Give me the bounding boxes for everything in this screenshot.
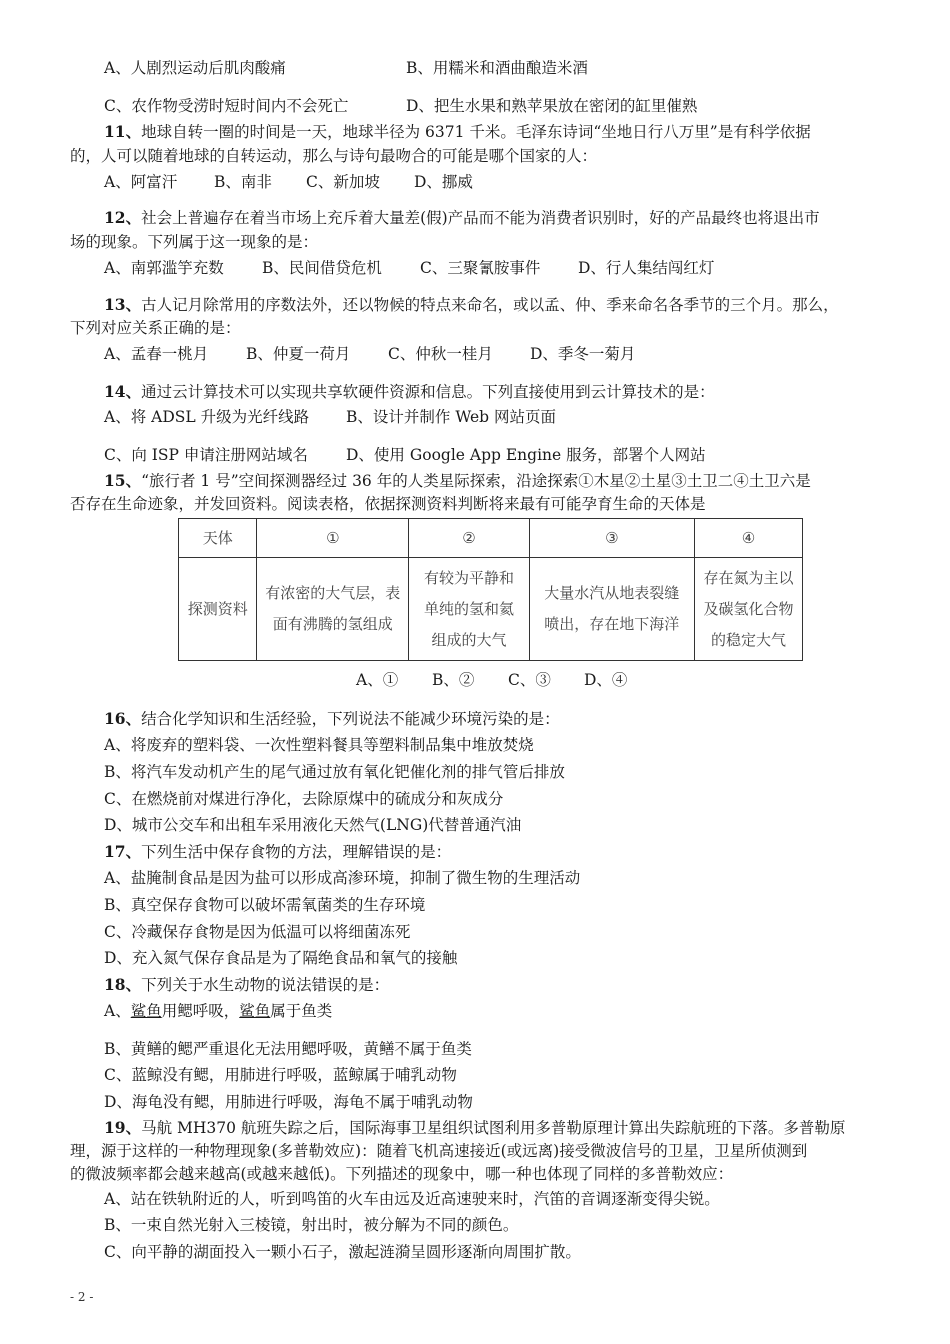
q17-number: 17、 <box>104 842 142 861</box>
table-header-row <box>179 519 803 558</box>
q17-option-d: D、充入氮气保存食品是为了隔绝食品和氧气的接触 <box>104 949 458 967</box>
table-header-cell: ③ <box>529 519 694 558</box>
q18-option-a-underline1: 鲨鱼 <box>130 1002 162 1020</box>
q11-stem-text1: 地球自转一圈的时间是一天，地球半径为 6371 千米。毛泽东诗词“坐地日行八万里”是有科学依据 <box>141 123 811 141</box>
q12-option-c: C、三聚氰胺事件 <box>420 259 541 277</box>
q16-number: 16、 <box>104 709 142 728</box>
q12-option-a: A、南郭滥竽充数 <box>104 259 224 277</box>
q11-options <box>104 172 473 192</box>
q15-stem-line1 <box>104 471 811 491</box>
table-header-cell: 天体 <box>179 519 257 558</box>
q14-option-d: D、使用 Google App Engine 服务，部署个人网站 <box>346 446 706 464</box>
q14-stem <box>104 382 715 402</box>
table-row-label: 探测资料 <box>179 558 257 661</box>
q16-stem-text: 结合化学知识和生活经验，下列说法不能减少环境污染的是： <box>141 710 560 728</box>
q15-options <box>356 670 627 690</box>
q13-option-c: C、仲秋一桂月 <box>388 345 493 363</box>
q11-option-d: D、挪威 <box>414 173 473 191</box>
q17-stem <box>104 842 451 862</box>
q18-option-b: B、黄鳝的鳃严重退化无法用鳃呼吸，黄鳝不属于鱼类 <box>104 1040 472 1058</box>
q12-stem-line1 <box>104 208 820 228</box>
q19-stem-text1: 马航 MH370 航班失踪之后，国际海事卫星组织试图利用多普勒原理计算出失踪航班的下落。多普勒原 <box>141 1119 846 1137</box>
table-row <box>179 558 803 661</box>
q12-options <box>104 258 714 278</box>
q13-number: 13、 <box>104 295 142 314</box>
q10-option-d: D、把生水果和熟苹果放在密闭的缸里催熟 <box>406 97 698 115</box>
q16-stem <box>104 709 560 729</box>
q15-option-d: D、④ <box>584 671 628 689</box>
q13-options <box>104 344 635 364</box>
table-cell-line: 的稳定大气 <box>710 630 786 649</box>
q14-option-b: B、设计并制作 Web 网站页面 <box>346 408 557 426</box>
q11-option-b: B、南非 <box>214 173 272 191</box>
table-cell-line: 单纯的氢和氦 <box>423 599 514 618</box>
q15-option-b: B、② <box>432 671 475 689</box>
q10-option-c: C、农作物受涝时短时间内不会死亡 <box>104 97 349 115</box>
page-number: - 2 - <box>70 1290 94 1304</box>
q19-option-b: B、一束自然光射入三棱镜，射出时，被分解为不同的颜色。 <box>104 1216 519 1234</box>
q13-stem-text1: 古人记月除常用的序数法外，还以物候的特点来命名，或以孟、仲、季来命名各季节的三个月。那么， <box>141 296 839 314</box>
table-cell-line: 大量水汽从地表裂缝 <box>544 584 680 602</box>
q13-stem-line1 <box>104 295 839 315</box>
q17-option-a: A、盐腌制食品是因为盐可以形成高渗环境，抑制了微生物的生理活动 <box>104 869 581 887</box>
q19-option-c: C、向平静的湖面投入一颗小石子，激起涟漪呈圆形逐渐向周围扩散。 <box>104 1243 581 1261</box>
q10-option-b: B、用糯米和酒曲酿造米酒 <box>406 59 588 77</box>
q16-option-c: C、在燃烧前对煤进行净化，去除原煤中的硫成分和灰成分 <box>104 790 504 808</box>
q11-number: 11、 <box>104 122 142 141</box>
q15-option-c: C、③ <box>508 671 551 689</box>
q12-stem-text1: 社会上普遍存在着当市场上充斥着大量差(假)产品而不能为消费者识别时，好的产品最终也将退出市 <box>141 209 820 227</box>
q11-stem-line2: 的，人可以随着地球的自转运动，那么与诗句最吻合的可能是哪个国家的人： <box>70 147 598 165</box>
q15-stem-line2: 否存在生命迹象，并发回资料。阅读表格，依据探测资料判断将来最有可能孕育生命的天体是 <box>70 495 706 513</box>
table-cell <box>529 558 694 661</box>
q14-option-a: A、将 ADSL 升级为光纤线路 <box>104 408 310 426</box>
q19-stem-line3: 的微波频率都会越来越高(或越来越低)。下列描述的现象中，哪一种也体现了同样的多普勒效应： <box>70 1165 734 1183</box>
q10-option-a: A、人剧烈运动后肌肉酸痛 <box>104 59 286 77</box>
q12-option-b: B、民间借贷危机 <box>262 259 382 277</box>
q13-option-a: A、孟春一桃月 <box>104 345 209 363</box>
q13-option-d: D、季冬一菊月 <box>530 345 636 363</box>
q19-option-a: A、站在铁轨附近的人，听到鸣笛的火车由远及近高速驶来时，汽笛的音调逐渐变得尖锐。 <box>104 1190 720 1208</box>
q12-number: 12、 <box>104 208 142 227</box>
q15-data-table <box>178 518 803 661</box>
q18-option-c: C、蓝鲸没有鳃，用肺进行呼吸，蓝鲸属于哺乳动物 <box>104 1066 457 1084</box>
q16-option-a: A、将废弃的塑料袋、一次性塑料餐具等塑料制品集中堆放焚烧 <box>104 736 534 754</box>
q15-option-a: A、① <box>356 671 399 689</box>
table-cell-line: 有浓密的大气层，表 <box>265 584 401 602</box>
table-header-cell: ① <box>257 519 409 558</box>
q18-number: 18、 <box>104 975 142 994</box>
table-cell <box>409 558 530 661</box>
q18-option-a-end: 属于鱼类 <box>270 1002 333 1020</box>
q13-stem-line2: 下列对应关系正确的是： <box>70 319 241 337</box>
q18-option-a <box>104 1001 332 1021</box>
q18-option-a-underline2: 鲨鱼 <box>239 1002 271 1020</box>
table-cell-line: 及碳氢化合物 <box>703 599 794 618</box>
q18-option-a-prefix: A、 <box>104 1002 131 1020</box>
q12-option-d: D、行人集结闯红灯 <box>578 259 715 277</box>
q19-number: 19、 <box>104 1118 142 1137</box>
q11-option-a: A、阿富汗 <box>104 173 178 191</box>
q18-option-a-mid: 用鳃呼吸， <box>161 1002 240 1020</box>
q17-stem-text: 下列生活中保存食物的方法，理解错误的是： <box>141 843 452 861</box>
table-header-cell: ② <box>409 519 530 558</box>
table-cell-line: 组成的大气 <box>431 630 507 649</box>
table-cell-line: 面有沸腾的氢组成 <box>272 615 393 633</box>
q17-option-b: B、真空保存食物可以破坏需氧菌类的生存环境 <box>104 896 426 914</box>
q14-option-c: C、向 ISP 申请注册网站域名 <box>104 446 308 464</box>
q14-stem-text: 通过云计算技术可以实现共享软硬件资源和信息。下列直接使用到云计算技术的是： <box>141 383 715 401</box>
q13-option-b: B、仲夏一荷月 <box>246 345 351 363</box>
q16-option-d: D、城市公交车和出租车采用液化天然气(LNG)代替普通汽油 <box>104 816 522 834</box>
table-cell <box>257 558 409 661</box>
q19-stem-line2: 理，源于这样的一种物理现象(多普勒效应)：随着飞机高速接近(或远离)接受微波信号的卫星，卫星所侦测到 <box>70 1142 808 1160</box>
q19-stem-line1 <box>104 1118 845 1138</box>
q16-option-b: B、将汽车发动机产生的尾气通过放有氧化钯催化剂的排气管后排放 <box>104 763 565 781</box>
q14-number: 14、 <box>104 382 142 401</box>
table-header-cell: ④ <box>694 519 802 558</box>
q15-stem-text1: “旅行者 1 号”空间探测器经过 36 年的人类星际探索，沿途探索①木星②土星③土卫二④土卫六是 <box>141 472 811 490</box>
table-cell-line: 喷出，存在地下海洋 <box>544 615 680 633</box>
table-cell-line: 有较为平静和 <box>423 568 514 587</box>
table-cell-line: 存在氮为主以 <box>703 568 794 587</box>
q18-stem <box>104 975 389 995</box>
q12-stem-line2: 场的现象。下列属于这一现象的是： <box>70 233 319 251</box>
table-cell <box>694 558 802 661</box>
q17-option-c: C、冷藏保存食物是因为低温可以将细菌冻死 <box>104 923 411 941</box>
q18-option-d: D、海龟没有鳃，用肺进行呼吸，海龟不属于哺乳动物 <box>104 1093 473 1111</box>
q11-option-c: C、新加坡 <box>306 173 380 191</box>
q18-stem-text: 下列关于水生动物的说法错误的是： <box>141 976 390 994</box>
q11-stem-line1 <box>104 122 811 142</box>
q15-number: 15、 <box>104 471 142 490</box>
